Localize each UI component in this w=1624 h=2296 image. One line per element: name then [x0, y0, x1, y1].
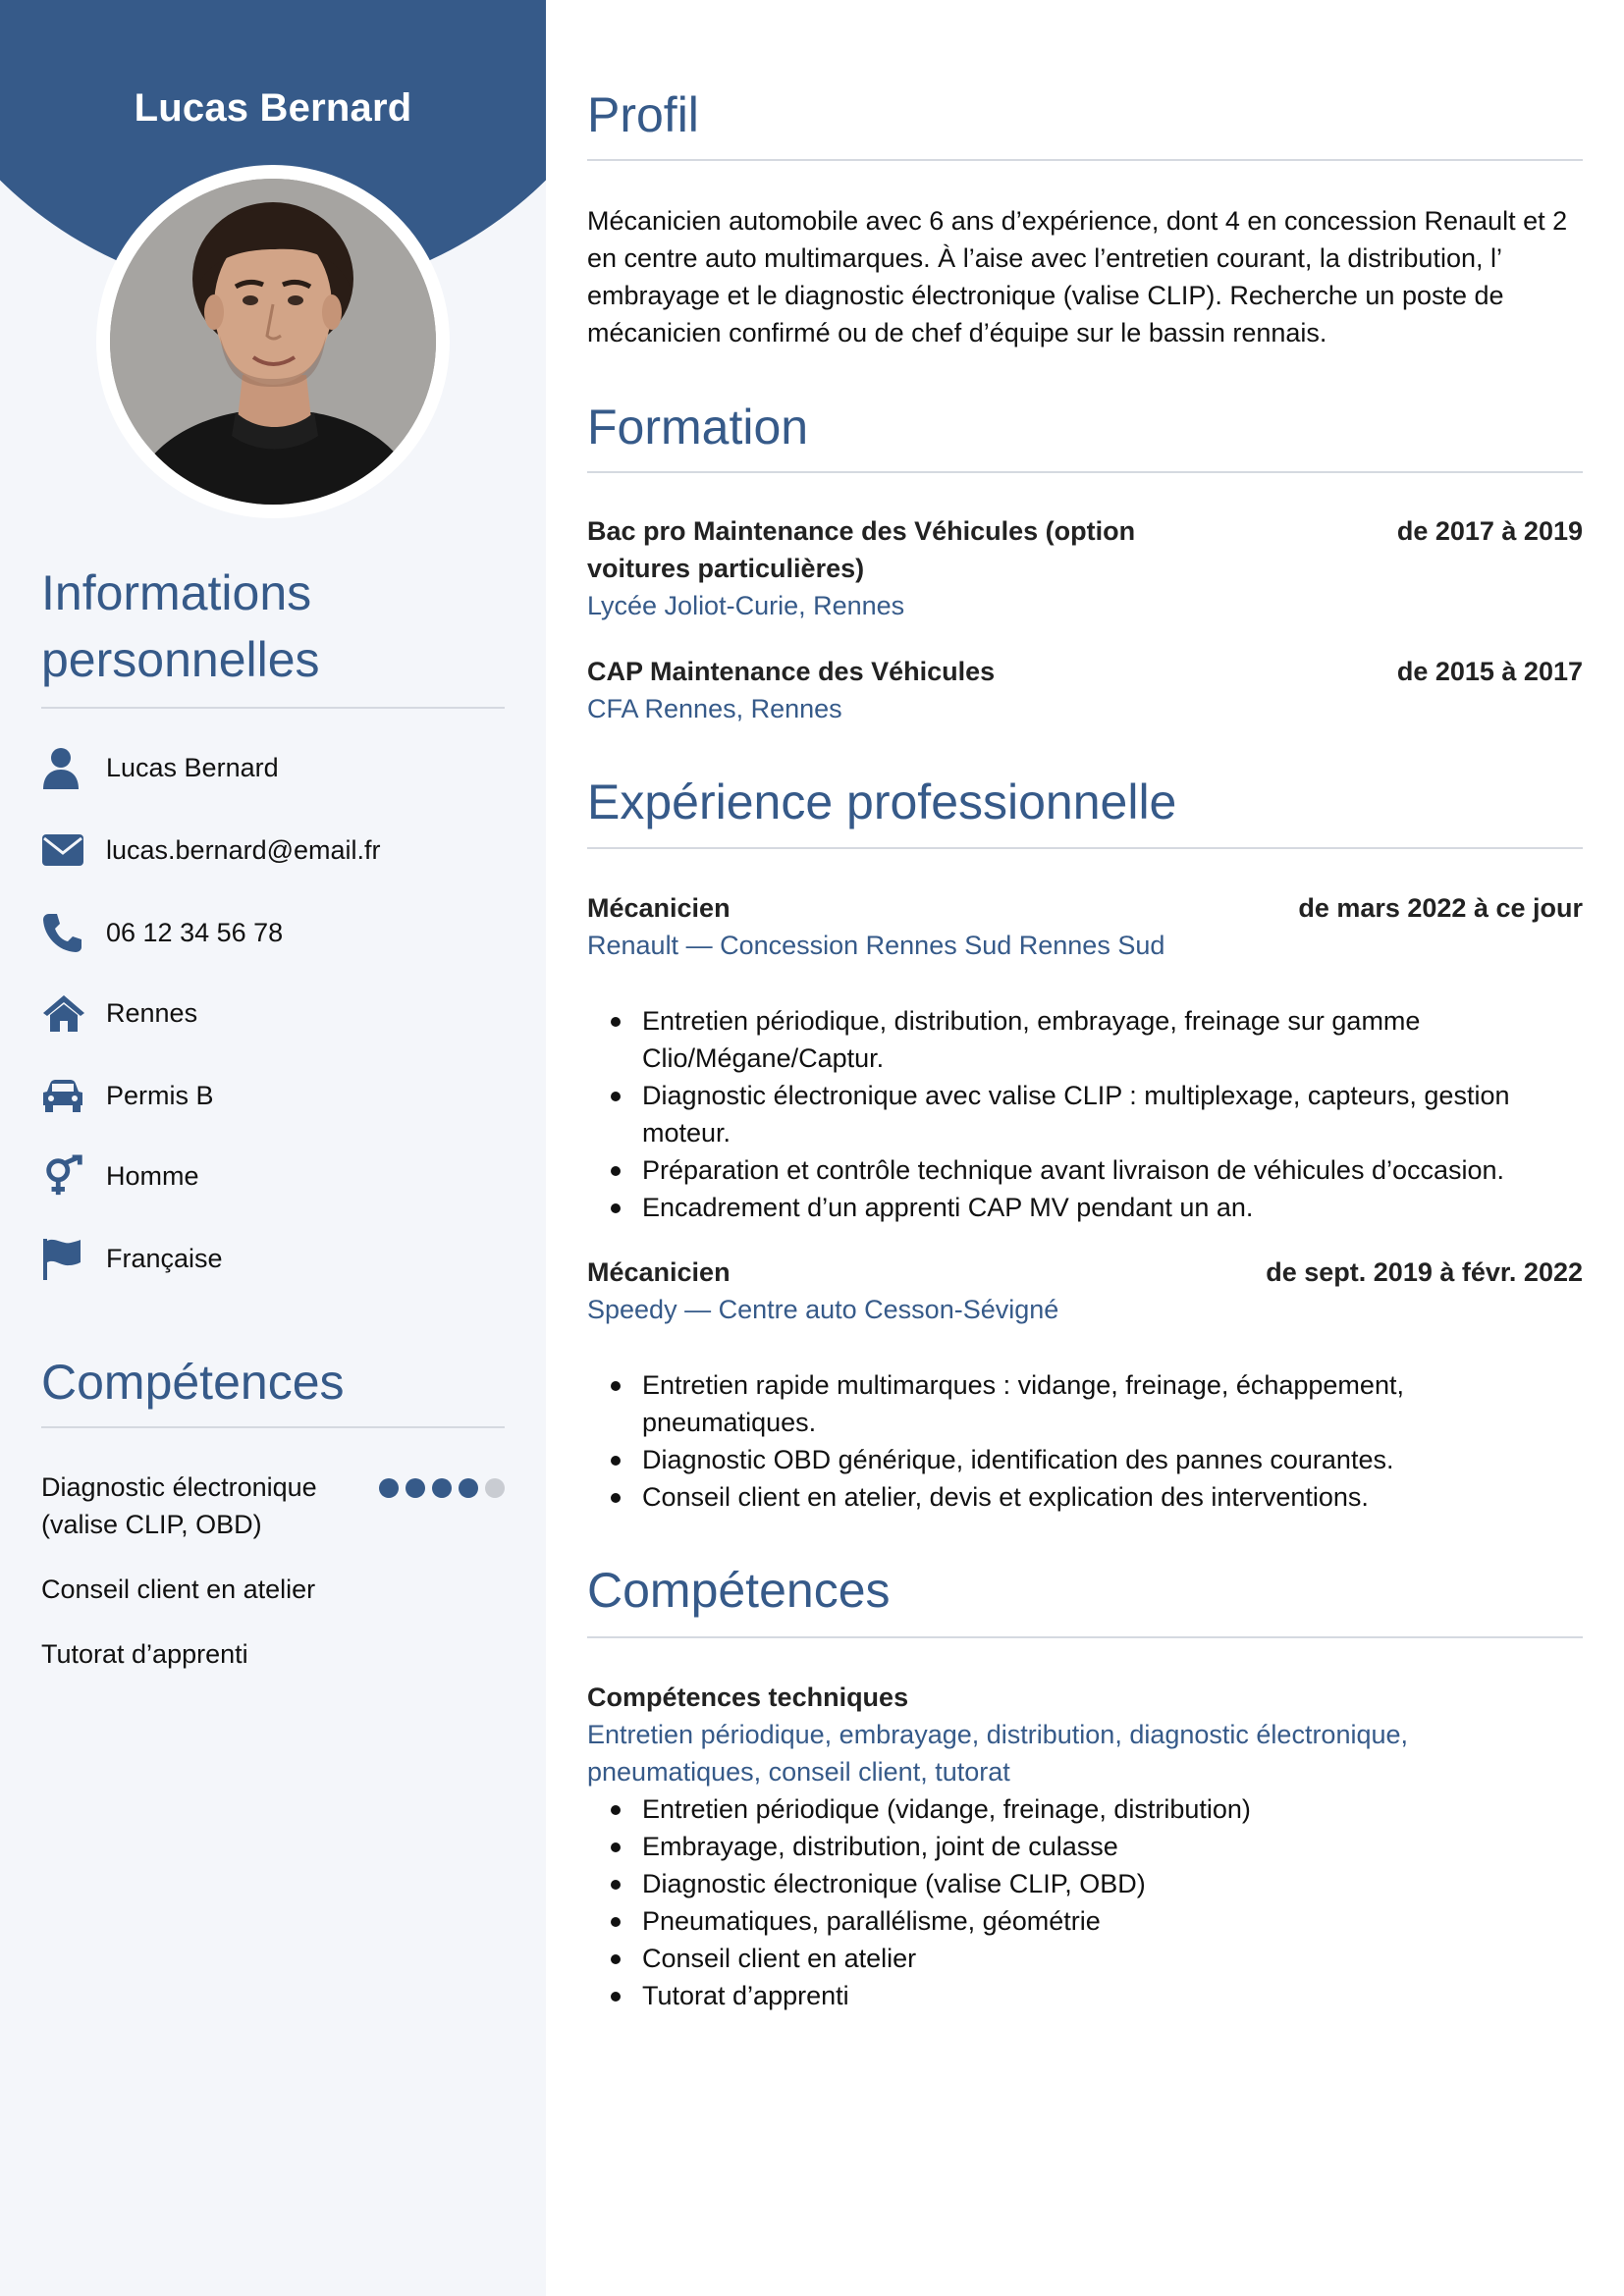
education-date: de 2015 à 2017	[1396, 657, 1583, 686]
skill-level-dot-filled	[406, 1478, 425, 1498]
job-company: Speedy — Centre auto Cesson-Sévigné	[587, 1295, 1059, 1324]
sidebar-skills-title: Compétences	[41, 1355, 345, 1410]
list-item: Tutorat d’apprenti	[642, 1977, 1583, 2014]
personal-info-divider	[41, 707, 505, 709]
education-degree: Bac pro Maintenance des Véhicules (option voitures particulières)	[587, 516, 1136, 583]
list-item: Diagnostic OBD générique, identification des pannes courantes.	[642, 1441, 1583, 1478]
info-name: Lucas Bernard	[106, 752, 279, 782]
info-row-nationality	[41, 1237, 505, 1280]
profile-title: Profil	[587, 87, 699, 142]
user-icon	[41, 746, 86, 789]
skills-divider	[587, 1636, 1583, 1638]
skills-group-title: Compétences techniques	[587, 1682, 909, 1712]
info-email: lucas.bernard@email.fr	[106, 834, 381, 865]
experience-divider	[587, 847, 1583, 849]
info-city: Rennes	[106, 997, 198, 1028]
sidebar-skill-label: Tutorat d’apprenti	[41, 1639, 248, 1669]
list-item: Pneumatiques, parallélisme, géométrie	[642, 1902, 1583, 1940]
education-divider	[587, 471, 1583, 473]
skills-group-header	[587, 1679, 1583, 1716]
gender-icon	[41, 1154, 86, 1198]
education-title: Formation	[587, 400, 809, 454]
info-phone: 06 12 34 56 78	[106, 917, 284, 947]
job-company: Renault — Concession Rennes Sud Rennes Sud	[587, 931, 1165, 960]
skill-level-dot-empty	[485, 1478, 505, 1498]
job-bullets	[642, 1002, 1583, 1226]
sidebar	[0, 0, 546, 2296]
skill-level-dot-filled	[459, 1478, 478, 1498]
education-entry-header	[587, 653, 1583, 690]
sidebar-skill-label: Diagnostic électronique (valise CLIP, OBD)	[41, 1472, 317, 1539]
candidate-name: Lucas Bernard	[134, 86, 412, 130]
experience-title: Expérience professionnelle	[587, 774, 1177, 829]
sidebar-skill-item	[41, 1468, 505, 1543]
profile-photo	[110, 179, 436, 505]
home-icon	[41, 991, 86, 1035]
list-item: Entretien périodique, distribution, embrayage, freinage sur gamme Clio/Mégane/Captur.	[642, 1002, 1583, 1077]
education-school: Lycée Joliot-Curie, Rennes	[587, 591, 905, 620]
list-item: Entretien périodique (vidange, freinage, distribution)	[642, 1790, 1583, 1828]
education-entry-header	[587, 512, 1583, 587]
list-item: Préparation et contrôle technique avant livraison de véhicules d’occasion.	[642, 1151, 1583, 1189]
car-icon	[41, 1074, 86, 1117]
skill-level-dot-filled	[432, 1478, 452, 1498]
list-item: Conseil client en atelier, devis et explication des interventions.	[642, 1478, 1583, 1516]
job-bullets	[642, 1366, 1583, 1516]
sidebar-skill-label: Conseil client en atelier	[41, 1575, 316, 1604]
envelope-icon	[41, 828, 86, 872]
list-item: Encadrement d’un apprenti CAP MV pendant un an.	[642, 1189, 1583, 1226]
skill-level-dot-filled	[379, 1478, 399, 1498]
list-item: Conseil client en atelier	[642, 1940, 1583, 1977]
sidebar-skills-divider	[41, 1426, 505, 1428]
flag-icon	[41, 1237, 86, 1280]
info-row-name	[41, 746, 505, 789]
list-item: Entretien rapide multimarques : vidange, freinage, échappement, pneumatiques.	[642, 1366, 1583, 1441]
education-school: CFA Rennes, Rennes	[587, 694, 842, 723]
list-item: Diagnostic électronique (valise CLIP, OBD)	[642, 1865, 1583, 1902]
profile-text: Mécanicien automobile avec 6 ans d’expérience, dont 4 en concession Renault et 2 en centre auto multimarques. À l’aise avec l’entretien courant, la distribution, l’ embrayage et le diagnostic électronique (valise CLIP). Recherche un poste de mécanicien confirmé ou de chef d’équipe sur le bassin rennais.	[587, 206, 1568, 347]
education-degree: CAP Maintenance des Véhicules	[587, 657, 996, 686]
sidebar-skill-item	[41, 1635, 505, 1673]
info-row-phone	[41, 911, 505, 954]
job-title: Mécanicien	[587, 1257, 731, 1287]
profile-divider	[587, 159, 1583, 161]
job-title: Mécanicien	[587, 893, 731, 923]
skills-title: Compétences	[587, 1563, 891, 1618]
skills-summary: Entretien périodique, embrayage, distribution, diagnostic électronique, pneumatiques, conseil client, tutorat	[587, 1720, 1409, 1787]
list-item: Diagnostic électronique avec valise CLIP : multiplexage, capteurs, gestion moteur.	[642, 1077, 1583, 1151]
experience-entry-header	[587, 889, 1583, 927]
sidebar-skill-item	[41, 1571, 505, 1608]
list-item: Embrayage, distribution, joint de culasse	[642, 1828, 1583, 1865]
info-row-license	[41, 1074, 505, 1117]
info-nationality: Française	[106, 1243, 223, 1273]
info-row-email	[41, 828, 505, 872]
job-date: de mars 2022 à ce jour	[1298, 893, 1583, 923]
info-row-city	[41, 991, 505, 1035]
info-license: Permis B	[106, 1080, 214, 1110]
personal-info-title: Informations personnelles	[41, 565, 320, 687]
skill-level-dots	[379, 1478, 505, 1498]
experience-entry-header	[587, 1254, 1583, 1291]
phone-icon	[41, 911, 86, 954]
job-date: de sept. 2019 à févr. 2022	[1266, 1257, 1583, 1287]
profile-photo-frame	[96, 165, 450, 518]
info-row-gender	[41, 1154, 505, 1198]
info-gender: Homme	[106, 1160, 199, 1191]
education-date: de 2017 à 2019	[1396, 516, 1583, 546]
skills-list	[642, 1790, 1583, 2014]
